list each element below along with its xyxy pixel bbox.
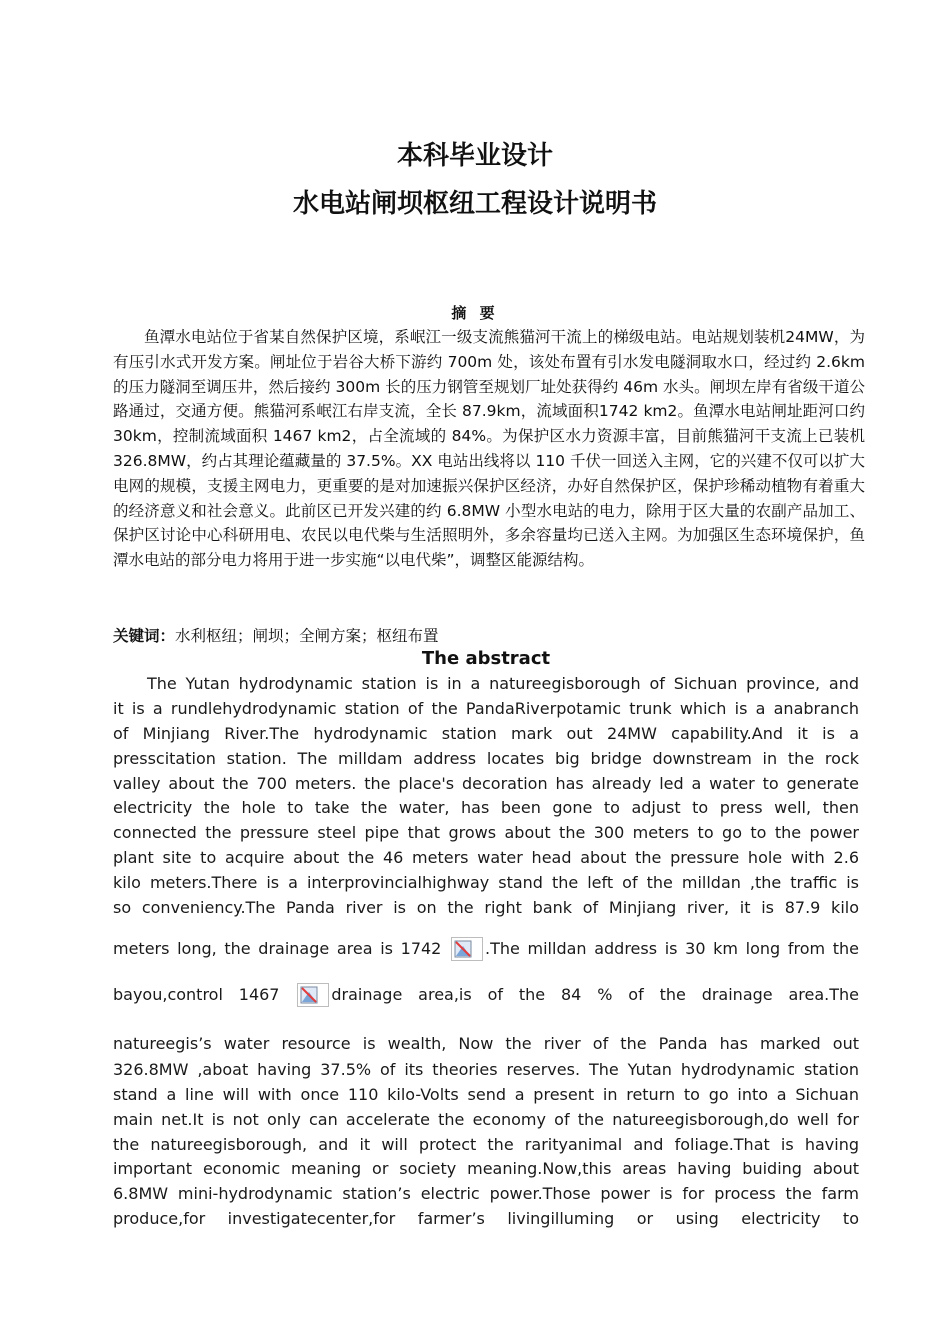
abstract-en-line: natureegis’s water resource is wealth, Now the river of the Panda has marked out (113, 1033, 859, 1053)
abstract-en-text: drainage area,is of the 84 % of the drainage area.The (331, 984, 860, 1004)
abstract-en-line: produce,for investigatecenter,for farmer’s livingilluming or using electricity to (113, 1209, 859, 1229)
broken-image-icon (451, 937, 483, 961)
abstract-en-line (113, 921, 859, 971)
abstract-en-line: the natureegisborough, and it will protect the rarityanimal and foliage.That is having (113, 1134, 859, 1154)
keywords-label: 关键词： (113, 627, 176, 645)
abstract-en-line: 6.8MW mini-hydrodynamic station’s electric power.Those power is for process the farm (113, 1184, 859, 1204)
abstract-en-line: of Minjiang River.The hydrodynamic station mark out 24MW capability.And it is a (113, 723, 859, 743)
abstract-cn-heading: 摘 要 (451, 304, 499, 322)
abstract-en-line: electricity the hole to take the water, has been gone to adjust to press well, then (113, 798, 859, 818)
broken-image-icon (297, 983, 329, 1007)
keywords-text: 水利枢纽；闸坝；全闸方案；枢纽布置 (175, 627, 439, 645)
abstract-en-line (113, 971, 859, 1021)
abstract-en-heading: The abstract (421, 648, 551, 669)
abstract-en-line: main net.It is not only can accelerate the economy of the natureegisborough,do well for (113, 1109, 859, 1129)
keywords-line (113, 624, 865, 648)
abstract-en-line: connected the pressure steel pipe that grows about the 300 meters to go to the power (113, 823, 859, 843)
abstract-en-text: .The milldan address is 30 km long from the (485, 938, 859, 958)
abstract-en-line: so conveniency.The Panda river is on the right bank of Minjiang river, it is 87.9 kilo (113, 898, 859, 918)
thesis-type-title: 本科毕业设计 (396, 141, 553, 171)
abstract-en-line: it is a rundlehydrodynamic station of the PandaRiverpotamic trunk which is a anabranch (113, 698, 859, 718)
abstract-en-text: meters long, the drainage area is 1742 (113, 938, 442, 958)
abstract-en-line: The Yutan hydrodynamic station is in a natureegisborough of Sichuan province, and (147, 674, 859, 693)
abstract-en-paragraph (113, 672, 859, 1232)
abstract-en-line: stand a line will with once 110 kilo-Volts send a present in return to go into a Sichuan (113, 1084, 859, 1104)
abstract-en-line: plant site to acquire about the 46 meters water head about the pressure hole with 2.6 (113, 848, 859, 868)
abstract-en-line: kilo meters.There is a interprovincialhighway stand the left of the milldan ,the traffic is (113, 873, 859, 893)
abstract-en-line: valley about the 700 meters. the place's decoration has already led a water to generate (113, 773, 859, 793)
abstract-en-line: important economic meaning or society meaning.Now,this areas having buiding about (113, 1159, 859, 1179)
abstract-en-line: 326.8MW ,aboat having 37.5% of its theories reserves. The Yutan hydrodynamic station (113, 1059, 859, 1079)
abstract-en-text: bayou,control 1467 (113, 984, 280, 1004)
thesis-main-title: 水电站闸坝枢纽工程设计说明书 (292, 189, 657, 219)
abstract-cn-paragraph: 鱼潭水电站位于省某自然保护区境，系岷江一级支流熊猫河干流上的梯级电站。电站规划装机24MW，为有压引水式开发方案。闸址位于岩谷大桥下游约 700m 处，该处布置有引水发电隧洞取水口，经过约 2.6km 的压力隧洞至调压井，然后接约 300m 长的压力钢管至规划厂址处获得约 46m 水头。闸坝左岸有省级干道公路通过，交通方便。熊猫河系岷江右岸支流，全长 87.9km，流域面积1742 km2。鱼潭水电站闸址距河口约 30km，控制流域面积 1467 km2，占全流域的 84%。为保护区水力资源丰富，目前熊猫河干支流上已装机 326.8MW，约占其理论蕴藏量的 37.5%。XX 电站出线将以 110 千伏一回送入主网，它的兴建不仅可以扩大电网的规模，支援主网电力，更重要的是对加速振兴保护区经济，办好自然保护区，保护珍稀动植物有着重大的经济意义和社会意义。此前区已开发兴建的约 6.8MW 小型水电站的电力，除用于区大量的农副产品加工、保护区讨论中心科研用电、农民以电代柴与生活照明外，多余容量均已送入主网。为加强区生态环境保护，鱼潭水电站的部分电力将用于进一步实施“以电代柴”，调整区能源结构。 (113, 328, 865, 570)
abstract-en-line: presscitation station. The milldam address locates big bridge downstream in the rock (113, 748, 859, 768)
